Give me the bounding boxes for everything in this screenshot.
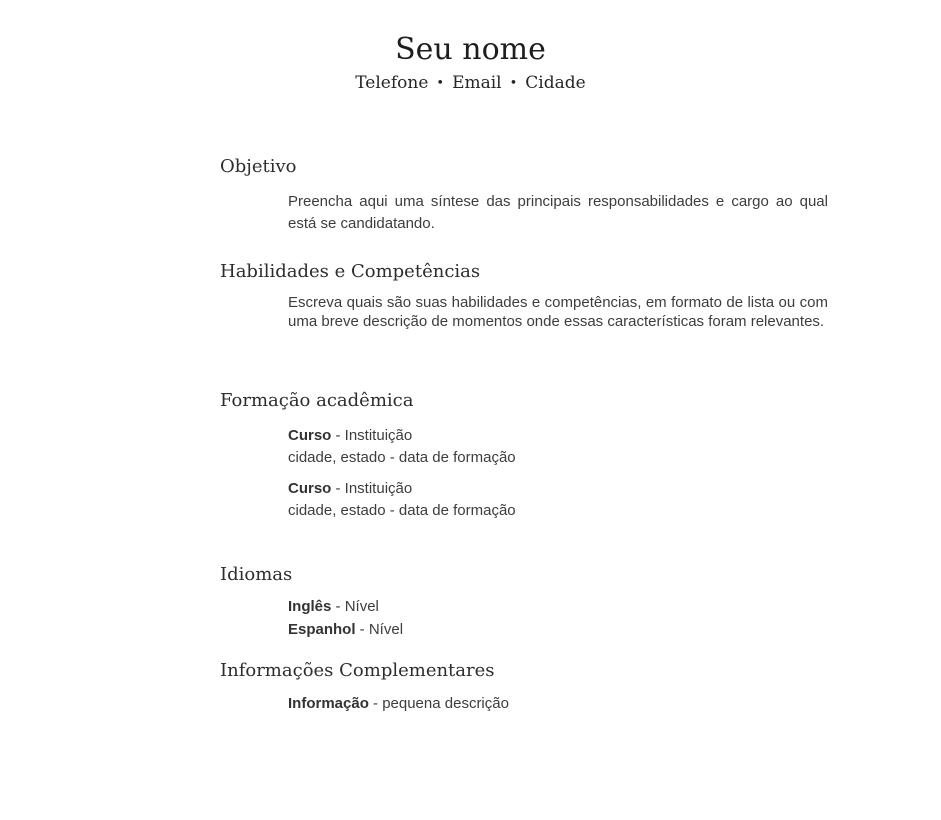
course-name: Curso [288,427,332,444]
institution-name: - Instituição [331,427,413,444]
contact-line [0,73,941,93]
education-entry-line1 [288,425,828,447]
contact-item-email: Email [452,73,502,93]
contact-item-telefone: Telefone [355,73,429,93]
language-entry [288,618,828,641]
language-name: Espanhol [288,621,356,638]
contact-item-cidade: Cidade [525,73,586,93]
language-entry [288,595,828,618]
education-entry-line1 [288,478,828,500]
language-level: - Nível [331,598,379,615]
additional-info-entry [288,693,828,715]
section-heading-informacoes: Informações Complementares [220,660,495,681]
bullet-separator-icon: • [509,76,518,91]
education-entry [288,478,828,522]
institution-name: - Instituição [331,480,413,497]
section-heading-objetivo: Objetivo [220,156,297,177]
course-name: Curso [288,480,332,497]
section-heading-habilidades: Habilidades e Competências [220,261,481,282]
languages-list [288,595,828,641]
education-entry-details: cidade, estado - data de formação [288,502,516,519]
section-heading-idiomas: Idiomas [220,564,293,585]
info-label: Informação [288,695,369,712]
candidate-name: Seu nome [395,32,546,67]
objetivo-body-text: Preencha aqui uma síntese das principais responsabilidades e cargo ao qual está se candidatando. [288,193,828,232]
language-level: - Nível [355,621,404,638]
habilidades-body-text: Escreva quais são suas habilidades e competências, em formato de lista ou com uma breve descrição de momentos onde essas características foram relevantes. [288,294,828,330]
language-name: Inglês [288,598,332,615]
education-entry-details: cidade, estado - data de formação [288,449,516,466]
section-heading-formacao: Formação acadêmica [220,390,414,411]
info-description: - pequena descrição [368,695,509,712]
bullet-separator-icon: • [436,76,445,91]
education-entry [288,425,828,469]
